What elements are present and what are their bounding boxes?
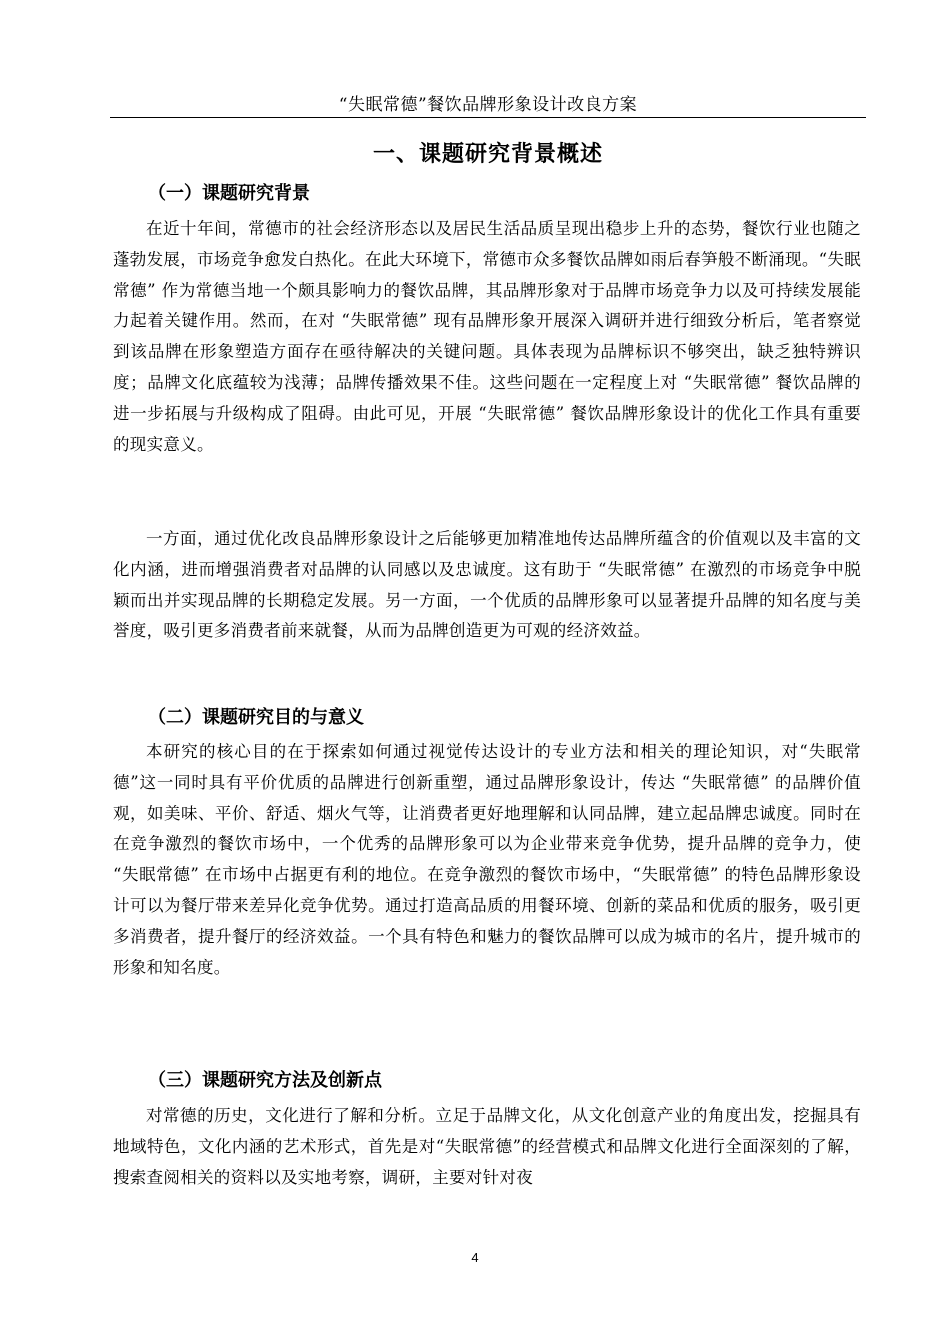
paragraph-background-1: 在近十年间，常德市的社会经济形态以及居民生活品质呈现出稳步上升的态势，餐饮行业也随之蓬勃发展，市场竞争愈发白热化。在此大环境下，常德市众多餐饮品牌如雨后春笋般不断涌现。“失眠常德” 作为常德当地一个颇具影响力的餐饮品牌，其品牌形象对于品牌市场竞争力以及可持续发展能力起着关键作用。然而，在对 “失眠常德” 现有品牌形象开展深入调研并进行细致分析后，笔者察觉到该品牌在形象塑造方面存在亟待解决的关键问题。具体表现为品牌标识不够突出，缺乏独特辨识度；品牌文化底蕴较为浅薄；品牌传播效果不佳。这些问题在一定程度上对 “失眠常德” 餐饮品牌的进一步拓展与升级构成了阻碍。由此可见，开展 “失眠常德” 餐饮品牌形象设计的优化工作具有重要的现实意义。 — [113, 219, 861, 454]
chapter-title: 一、课题研究背景概述 — [372, 142, 603, 167]
paragraph-background-2: 一方面，通过优化改良品牌形象设计之后能够更加精准地传达品牌所蕴含的价值观以及丰富的文化内涵，进而增强消费者对品牌的认同感以及忠诚度。这有助于 “失眠常德” 在激烈的市场竞争中脱颖而出并实现品牌的长期稳定发展。另一方面，一个优质的品牌形象可以显著提升品牌的知名度与美誉度，吸引更多消费者前来就餐，从而为品牌创造更为可观的经济效益。 — [113, 529, 861, 641]
section-title-background: （一）课题研究背景 — [148, 183, 310, 204]
section-title-methods: （三）课题研究方法及创新点 — [148, 1070, 382, 1091]
running-header-title: “失眠常德”餐饮品牌形象设计改良方案 — [338, 95, 638, 115]
section-title-purpose: （二）课题研究目的与意义 — [148, 707, 364, 728]
header-divider — [110, 117, 866, 118]
paragraph-purpose: 本研究的核心目的在于探索如何通过视觉传达设计的专业方法和相关的理论知识，对“失眠常德”这一同时具有平价优质的品牌进行创新重塑，通过品牌形象设计，传达 “失眠常德” 的品牌价值观，如美味、平价、舒适、烟火气等，让消费者更好地理解和认同品牌，建立起品牌忠诚度。同时在在竞争激烈的餐饮市场中，一个优秀的品牌形象可以为企业带来竞争优势，提升品牌的竞争力，使 “失眠常德” 在市场中占据更有利的地位。在竞争激烈的餐饮市场中，“失眠常德” 的特色品牌形象设计可以为餐厅带来差异化竞争优势。通过打造高品质的用餐环境、创新的菜品和优质的服务，吸引更多消费者，提升餐厅的经济效益。一个具有特色和魅力的餐饮品牌可以成为城市的名片，提升城市的形象和知名度。 — [113, 742, 861, 977]
page-number: 4 — [471, 1250, 479, 1265]
paragraph-methods: 对常德的历史，文化进行了解和分析。立足于品牌文化，从文化创意产业的角度出发，挖掘具有地域特色，文化内涵的艺术形式，首先是对“失眠常德”的经营模式和品牌文化进行全面深刻的了解，搜索查阅相关的资料以及实地考察，调研，主要对针对夜 — [113, 1106, 861, 1187]
